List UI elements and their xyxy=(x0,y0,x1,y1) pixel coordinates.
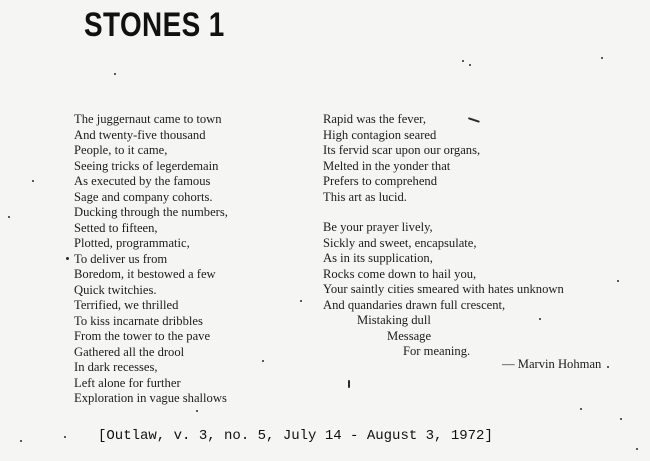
poem-line: Sage and company cohorts. xyxy=(74,189,213,204)
poem-title: STONES 1 xyxy=(84,6,225,44)
poem-line: Ducking through the numbers, xyxy=(74,205,228,219)
scan-speck xyxy=(196,410,198,412)
poem-line: In dark recesses, xyxy=(74,360,158,374)
scan-speck xyxy=(469,64,471,66)
poem-line: As executed by the famous xyxy=(74,174,211,188)
scan-speck xyxy=(620,418,622,420)
poem-line: From the tower to the pave xyxy=(74,329,211,343)
poem-line-indented: Message xyxy=(387,328,432,343)
scan-speck xyxy=(636,448,638,450)
poem-line: Seeing tricks of legerdemain xyxy=(74,158,219,173)
poem-line: Setted to fifteen, xyxy=(74,220,158,235)
scan-speck xyxy=(20,440,22,442)
poem-line: Left alone for further xyxy=(74,375,181,390)
scan-speck xyxy=(601,57,603,59)
poem-line: Exploration in vague shallows xyxy=(74,391,227,405)
poem-line: Prefers to comprehend xyxy=(323,174,438,188)
poem-line: Gathered all the drool xyxy=(74,344,185,359)
scan-speck xyxy=(607,366,609,368)
poem-line: This art as lucid. xyxy=(323,189,407,204)
poem-line: People, to it came, xyxy=(74,143,168,157)
poem-stanza xyxy=(323,112,623,205)
scan-speck xyxy=(66,257,69,260)
poem-line: And quandaries drawn full crescent, xyxy=(323,297,506,312)
poem-line: Boredom, it bestowed a few xyxy=(74,267,216,281)
scan-speck xyxy=(64,436,66,438)
poem-line: Plotted, programmatic, xyxy=(74,236,190,250)
scan-speck xyxy=(580,408,582,410)
author-attribution: — Marvin Hohman xyxy=(502,357,602,371)
scan-speck xyxy=(8,216,10,218)
poem-line: To deliver us from xyxy=(74,251,168,266)
scan-speck xyxy=(300,300,302,302)
poem-line: Rocks come down to hail you, xyxy=(323,266,477,281)
poem-line: To kiss incarnate dribbles xyxy=(74,313,203,328)
scan-speck xyxy=(114,73,116,75)
poem-line: Melted in the yonder that xyxy=(323,158,451,173)
poem-line: Rapid was the fever, xyxy=(323,112,427,126)
poem-line: The juggernaut came to town xyxy=(74,112,222,126)
scan-speck xyxy=(462,60,464,62)
poem-line: Your saintly cities smeared with hates unknown xyxy=(323,282,564,296)
poem-line: As in its supplication, xyxy=(323,251,433,265)
poem-stanza xyxy=(323,220,623,360)
poem-line-indented: For meaning. xyxy=(403,344,471,358)
poem-line: And twenty-five thousand xyxy=(74,127,206,142)
scan-speck xyxy=(617,280,619,282)
poem-line: High contagion seared xyxy=(323,127,437,142)
scan-speck xyxy=(348,380,350,388)
scan-speck xyxy=(539,318,541,320)
poem-line: Sickly and sweet, encapsulate, xyxy=(323,235,477,250)
poem-left-column xyxy=(74,112,309,407)
poem-line: Terrified, we thrilled xyxy=(74,298,179,312)
scan-speck xyxy=(32,180,34,182)
poem-right-column xyxy=(323,112,623,360)
poem-line: Quick twitchies. xyxy=(74,282,157,297)
source-citation: [Outlaw, v. 3, no. 5, July 14 - August 3, 1972] xyxy=(98,428,493,444)
scan-speck xyxy=(262,360,264,362)
stanza-gap xyxy=(323,205,623,220)
poem-line-indented: Mistaking dull xyxy=(357,313,431,327)
poem-line: Be your prayer lively, xyxy=(323,220,433,234)
poem-line: Its fervid scar upon our organs, xyxy=(323,143,481,157)
